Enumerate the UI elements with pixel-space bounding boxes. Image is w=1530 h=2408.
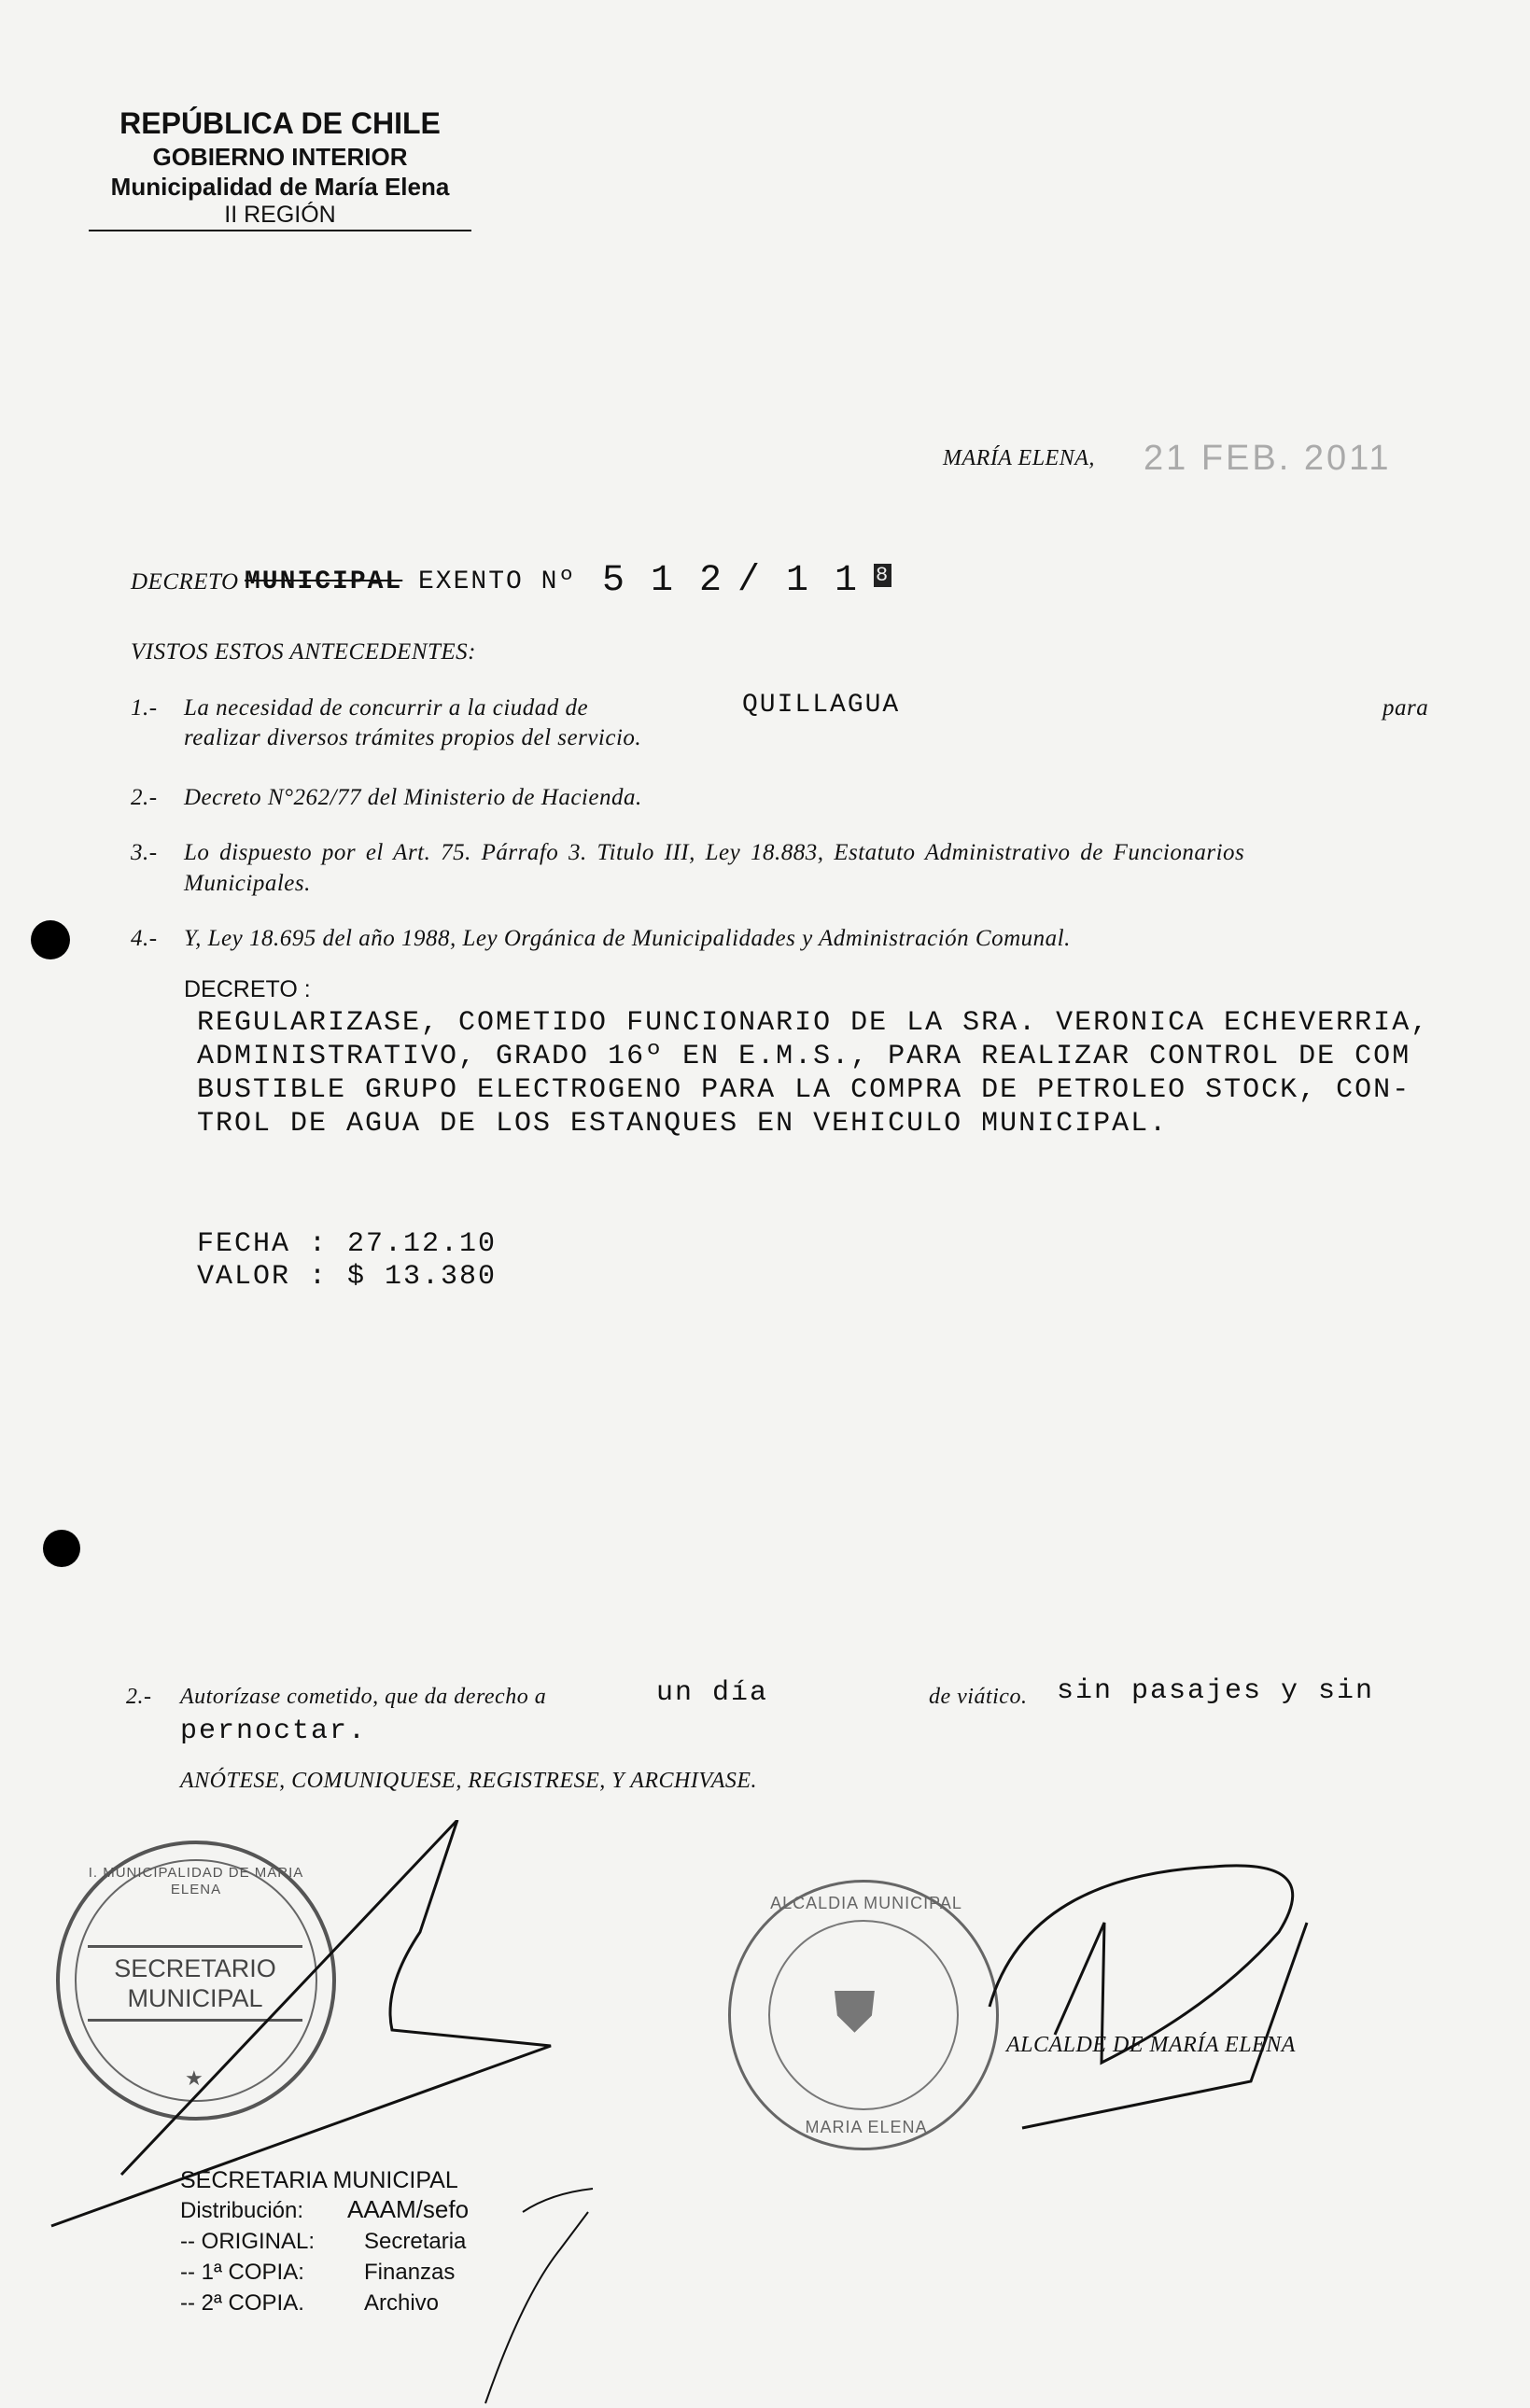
mayor-title: ALCALDE DE MARÍA ELENA	[1006, 2033, 1296, 2057]
header-municipalidad: Municipalidad de María Elena	[110, 173, 450, 201]
mayor-signature	[990, 1866, 1307, 2128]
item-text: Y, Ley 18.695 del año 1988, Ley Orgánica de Municipalidades y Administración Comunal.	[184, 926, 1071, 951]
auth-number: 2.-	[126, 1685, 152, 1709]
distribution-row-label: -- 2ª COPIA.	[180, 2290, 304, 2316]
seal-ring-text: MARIA ELENA	[805, 2118, 928, 2136]
punch-hole	[31, 920, 70, 959]
body-line: BUSTIBLE GRUPO ELECTROGENO PARA LA COMPRA DE PETROLEO STOCK, CON-	[197, 1074, 1411, 1106]
punch-hole	[43, 1530, 80, 1567]
item-city: QUILLAGUA	[742, 691, 901, 720]
item-number: 4.-	[131, 926, 158, 951]
date-place: MARÍA ELENA,	[943, 446, 1095, 470]
closing-formula: ANÓTESE, COMUNIQUESE, REGISTRESE, Y ARCHIVASE.	[180, 1769, 758, 1793]
auth-text: de viático.	[929, 1685, 1028, 1709]
distribution-row-value: Finanzas	[364, 2260, 456, 2285]
distribution-row-value: Archivo	[364, 2290, 440, 2316]
item-text: Lo dispuesto por el Art. 75. Párrafo 3. Titulo III, Ley 18.883, Estatuto Administrativo de Funcionarios	[184, 840, 1245, 865]
fecha-label: FECHA :	[197, 1228, 329, 1260]
seal-ring-text: I. MUNICIPALIDAD DE MARIA ELENA	[88, 1865, 304, 1897]
body-line: TROL DE AGUA DE LOS ESTANQUES EN VEHICULO MUNICIPAL.	[197, 1108, 1169, 1140]
item-number: 2.-	[131, 785, 158, 810]
decree-year: / 1 1	[737, 560, 860, 602]
star-icon: ★	[185, 2066, 204, 2090]
vistos-heading: VISTOS ESTOS ANTECEDENTES:	[131, 639, 476, 665]
item-text: La necesidad de concurrir a la ciudad de	[184, 695, 589, 721]
header-republica: REPÚBLICA DE CHILE	[119, 106, 441, 140]
distribution-row-label: -- 1ª COPIA:	[180, 2260, 304, 2285]
signatures	[0, 1820, 1530, 2408]
decree-prefix: DECRETO	[131, 569, 239, 595]
body-line: ADMINISTRATIVO, GRADO 16º EN E.M.S., PARA REALIZAR CONTROL DE COM	[197, 1041, 1411, 1072]
header-region: II REGIÓN	[224, 202, 336, 228]
item-text: realizar diversos trámites propios del servicio.	[184, 725, 642, 750]
seal-inner-text: SECRETARIO	[114, 1954, 276, 1982]
decree-struck-word: MUNICIPAL	[245, 567, 403, 596]
auth-days: un día	[656, 1677, 769, 1709]
item-number: 1.-	[131, 695, 158, 721]
valor-value: $ 13.380	[347, 1261, 498, 1293]
header-underline	[89, 230, 471, 231]
distribution-row-label: -- ORIGINAL:	[180, 2229, 316, 2254]
item-text: Decreto N°262/77 del Ministerio de Hacienda.	[184, 785, 642, 810]
auth-extra: pernoctar.	[180, 1715, 368, 1747]
fecha-value: 27.12.10	[347, 1228, 498, 1260]
footer-title: SECRETARIA MUNICIPAL	[180, 2167, 458, 2193]
distribution-value: AAAM/sefo	[347, 2195, 470, 2223]
secretary-signature	[51, 1820, 551, 2226]
seal-inner-text: MUNICIPAL	[127, 1984, 263, 2012]
decree-exento: EXENTO Nº	[418, 567, 577, 596]
auth-text: Autorízase cometido, que da derecho a	[180, 1685, 547, 1709]
decree-stamp-digit: 8	[876, 564, 891, 587]
item-number: 3.-	[131, 840, 158, 865]
decree-number: 5 1 2	[602, 560, 724, 602]
auth-extra: sin pasajes y sin	[1057, 1675, 1375, 1707]
distribution-row-value: Secretaria	[364, 2229, 467, 2254]
item-text: para	[1383, 695, 1429, 721]
decree-body	[197, 1006, 1429, 1141]
date-stamp: 21 FEB. 2011	[1144, 439, 1392, 478]
decreto-label: DECRETO :	[184, 976, 311, 1002]
body-line: REGULARIZASE, COMETIDO FUNCIONARIO DE LA SRA. VERONICA ECHEVERRIA,	[197, 1007, 1430, 1039]
header-gobierno: GOBIERNO INTERIOR	[152, 143, 408, 171]
item-text: Municipales.	[184, 871, 311, 896]
secretary-initials	[485, 2189, 593, 2403]
valor-label: VALOR :	[197, 1261, 329, 1293]
coat-of-arms-icon: ⛊	[834, 1981, 876, 2043]
seal-ring-text: ALCALDIA MUNICIPAL	[770, 1894, 962, 1912]
distribution-label: Distribución:	[180, 2198, 304, 2223]
